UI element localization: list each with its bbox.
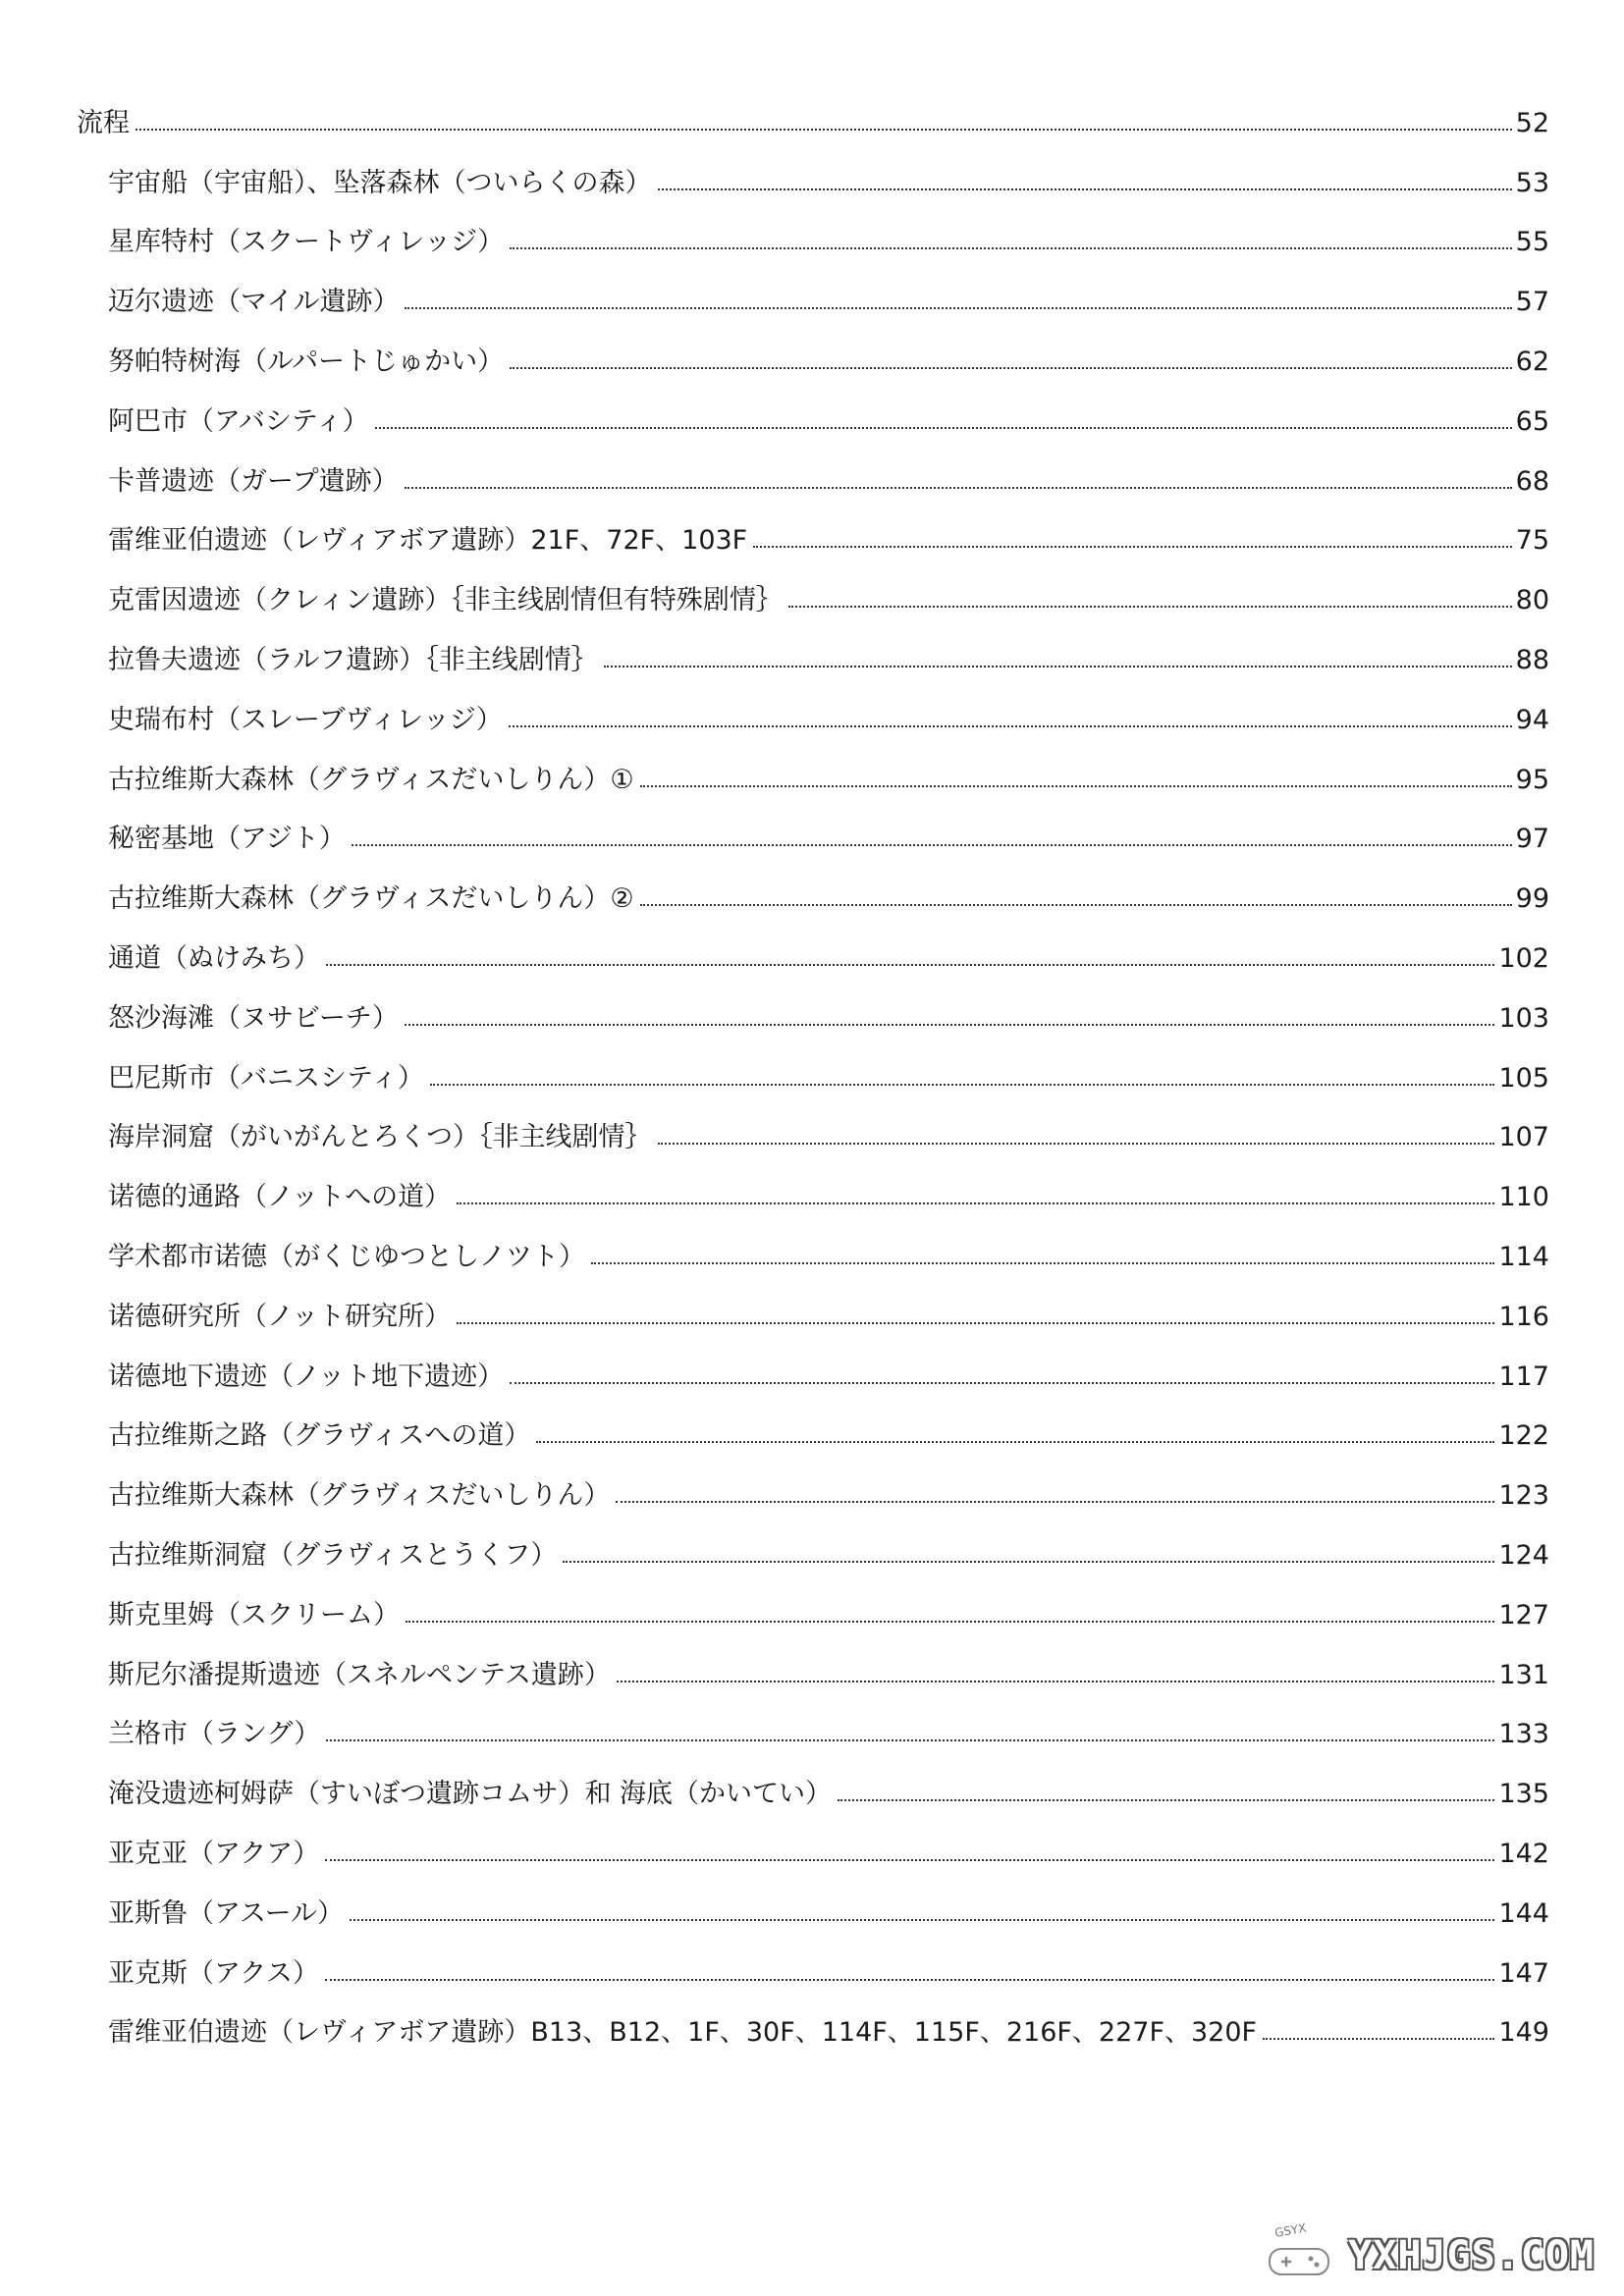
toc-entry-label: 古拉维斯大森林（グラヴィスだいしりん） bbox=[108, 1480, 611, 1512]
toc-entry-label: 流程 bbox=[77, 107, 130, 138]
toc-entry[interactable] bbox=[77, 733, 1549, 793]
dot-leader bbox=[405, 307, 1511, 309]
toc-entry[interactable] bbox=[77, 852, 1549, 915]
dot-leader bbox=[457, 1322, 1494, 1324]
toc-entry[interactable] bbox=[77, 1569, 1549, 1629]
toc-entry[interactable] bbox=[77, 1629, 1549, 1688]
dot-leader bbox=[788, 606, 1512, 608]
dot-leader bbox=[753, 546, 1511, 548]
toc-entry[interactable] bbox=[77, 315, 1549, 375]
toc-entry-label: 亚克斯（アクス） bbox=[108, 1957, 319, 1989]
toc-entry-page-number: 131 bbox=[1498, 1659, 1549, 1690]
toc-entry-label: 迈尔遗迹（マイル遺跡） bbox=[108, 287, 400, 318]
dot-leader bbox=[640, 785, 1512, 787]
toc-entry-label: 诺德研究所（ノット研究所） bbox=[108, 1301, 452, 1332]
toc-entry[interactable] bbox=[77, 255, 1549, 318]
toc-entry-label: 宇宙船（宇宙船）、坠落森林（ついらくの森） bbox=[108, 167, 652, 198]
toc-entry[interactable] bbox=[77, 972, 1549, 1032]
toc-entry[interactable] bbox=[77, 1927, 1549, 1987]
toc-entry-page-number: 142 bbox=[1498, 1838, 1549, 1869]
toc-entry-page-number: 127 bbox=[1498, 1599, 1549, 1630]
toc-entry-label: 秘密基地（アジト） bbox=[108, 824, 346, 855]
toc-entry-page-number: 123 bbox=[1498, 1480, 1549, 1512]
dot-leader bbox=[510, 367, 1512, 369]
toc-entry[interactable] bbox=[77, 1390, 1549, 1450]
toc-entry-page-number: 107 bbox=[1498, 1122, 1549, 1153]
toc-entry-label: 斯尼尔潘提斯遗迹（スネルペンテス遺跡） bbox=[108, 1659, 611, 1690]
watermark bbox=[1266, 2219, 1595, 2278]
toc-entry-label: 巴尼斯市（バニスシティ） bbox=[108, 1062, 424, 1094]
dot-leader bbox=[591, 1262, 1494, 1264]
toc-entry-label: 海岸洞窟（がいがんとろくつ）｛非主线剧情｝ bbox=[108, 1122, 652, 1153]
toc-entry-label: 古拉维斯大森林（グラヴィスだいしりん）① bbox=[108, 764, 634, 795]
toc-entry[interactable] bbox=[77, 793, 1549, 853]
toc-entry-page-number: 62 bbox=[1515, 346, 1549, 377]
dot-leader bbox=[658, 1143, 1495, 1145]
watermark-text: YXHJGS.COM bbox=[1348, 2233, 1595, 2278]
toc-entry[interactable] bbox=[77, 1747, 1549, 1810]
dot-leader bbox=[640, 904, 1512, 906]
toc-entry-page-number: 117 bbox=[1498, 1361, 1549, 1392]
toc-entry-page-number: 97 bbox=[1515, 824, 1549, 855]
toc-entry-page-number: 95 bbox=[1515, 764, 1549, 795]
toc-entry-page-number: 53 bbox=[1515, 167, 1549, 198]
toc-entry-label: 兰格市（ラング） bbox=[108, 1719, 321, 1750]
dot-leader bbox=[1263, 2038, 1494, 2040]
dot-leader bbox=[350, 1919, 1494, 1921]
toc-entry-label: 史瑞布村（スレーブヴィレッジ） bbox=[108, 704, 503, 735]
dot-leader bbox=[617, 1681, 1495, 1682]
dot-leader bbox=[510, 1382, 1494, 1384]
toc-entry-page-number: 149 bbox=[1498, 2017, 1549, 2049]
dot-leader bbox=[326, 1739, 1494, 1741]
toc-entry-label: 卡普遗迹（ガープ遺跡） bbox=[108, 465, 399, 497]
toc-entry-page-number: 133 bbox=[1498, 1719, 1549, 1750]
toc-entry-page-number: 55 bbox=[1515, 227, 1549, 258]
toc-entry-page-number: 94 bbox=[1515, 704, 1549, 735]
dot-leader bbox=[509, 725, 1512, 727]
dot-leader bbox=[563, 1561, 1494, 1563]
dot-leader bbox=[375, 427, 1512, 429]
toc-entry[interactable] bbox=[77, 1449, 1549, 1512]
toc-entry-page-number: 99 bbox=[1515, 883, 1549, 915]
toc-entry[interactable] bbox=[77, 1092, 1549, 1151]
dot-leader bbox=[406, 1621, 1494, 1623]
toc-entry-page-number: 110 bbox=[1498, 1182, 1549, 1213]
toc-entry[interactable] bbox=[77, 136, 1549, 196]
toc-entry[interactable] bbox=[77, 1210, 1549, 1270]
toc-entry-label: 阿巴市（アバシティ） bbox=[108, 405, 369, 437]
dot-leader bbox=[658, 188, 1512, 190]
dot-leader bbox=[135, 129, 1512, 131]
toc-entry[interactable] bbox=[77, 1032, 1549, 1092]
toc-entry-label: 努帕特树海（ルパートじゅかい） bbox=[108, 346, 505, 377]
toc-entry-page-number: 116 bbox=[1498, 1301, 1549, 1332]
toc-entry-page-number: 135 bbox=[1498, 1779, 1549, 1810]
dot-leader bbox=[838, 1799, 1494, 1801]
toc-entry-page-number: 144 bbox=[1498, 1897, 1549, 1929]
toc-entry-label: 拉鲁夫遗迹（ラルフ遺跡）｛非主线剧情｝ bbox=[108, 644, 598, 675]
toc-entry[interactable] bbox=[77, 495, 1549, 555]
dot-leader bbox=[405, 487, 1512, 489]
toc-entry-page-number: 57 bbox=[1515, 287, 1549, 318]
toc-entry-label: 古拉维斯之路（グラヴィスへの道） bbox=[108, 1420, 531, 1452]
toc-entry-page-number: 124 bbox=[1498, 1539, 1549, 1571]
dot-leader bbox=[325, 1859, 1494, 1861]
toc-entry-label: 斯克里姆（スクリーム） bbox=[108, 1599, 400, 1630]
dot-leader bbox=[352, 844, 1512, 846]
toc-entry[interactable] bbox=[77, 196, 1549, 256]
toc-entry[interactable] bbox=[77, 1330, 1549, 1390]
toc-entry[interactable] bbox=[77, 912, 1549, 972]
toc-entry[interactable] bbox=[77, 1987, 1549, 2047]
watermark-logo-text: GSYX bbox=[1273, 2220, 1308, 2240]
toc-entry[interactable] bbox=[77, 1807, 1549, 1867]
toc-entry-label: 古拉维斯洞窟（グラヴィスとうくフ） bbox=[108, 1539, 558, 1571]
toc-entry-label: 怒沙海滩（ヌサビーチ） bbox=[108, 1002, 399, 1034]
toc-entry-page-number: 114 bbox=[1498, 1241, 1549, 1272]
toc-entry-page-number: 52 bbox=[1515, 107, 1549, 138]
toc-entry-label: 雷维亚伯遗迹（レヴィアボア遺跡）21F、72F、103F bbox=[108, 525, 748, 557]
toc-entry-page-number: 105 bbox=[1498, 1062, 1549, 1094]
toc-entry-label: 古拉维斯大森林（グラヴィスだいしりん）② bbox=[108, 883, 634, 915]
toc-entry[interactable] bbox=[77, 673, 1549, 733]
toc-entry[interactable] bbox=[77, 375, 1549, 435]
toc-entry[interactable] bbox=[77, 1509, 1549, 1569]
dot-leader bbox=[326, 964, 1494, 966]
toc-entry[interactable] bbox=[77, 77, 1549, 136]
toc-entry[interactable] bbox=[77, 614, 1549, 673]
toc-entry-label: 诺德地下遗迹（ノット地下遗迹） bbox=[108, 1361, 505, 1392]
toc-entry-label: 亚克亚（アクア） bbox=[108, 1838, 320, 1869]
toc-entry[interactable] bbox=[77, 1867, 1549, 1927]
toc-entry[interactable] bbox=[77, 554, 1549, 614]
toc-entry-page-number: 103 bbox=[1498, 1002, 1549, 1034]
gamepad-logo-icon bbox=[1266, 2219, 1348, 2278]
toc-entry-label: 淹没遗迹柯姆萨（すいぼつ遺跡コムサ）和 海底（かいてい） bbox=[108, 1779, 833, 1810]
toc-entry-label: 诺德的通路（ノットへの道） bbox=[108, 1182, 452, 1213]
toc-entry-page-number: 88 bbox=[1515, 644, 1549, 675]
toc-entry-label: 亚斯鲁（アスール） bbox=[108, 1897, 345, 1929]
toc-entry-page-number: 65 bbox=[1515, 405, 1549, 437]
toc-entry[interactable] bbox=[77, 435, 1549, 495]
dot-leader bbox=[616, 1501, 1494, 1503]
dot-leader bbox=[457, 1202, 1494, 1204]
table-of-contents bbox=[77, 77, 1549, 2049]
toc-entry-page-number: 147 bbox=[1498, 1957, 1549, 1989]
toc-entry-page-number: 102 bbox=[1498, 942, 1549, 974]
toc-entry-label: 通道（ぬけみち） bbox=[108, 942, 320, 974]
dot-leader bbox=[325, 1979, 1495, 1981]
dot-leader bbox=[510, 247, 1512, 249]
dot-leader bbox=[405, 1024, 1495, 1026]
toc-entry-label: 学术都市诺德（がくじゆつとしノツト） bbox=[108, 1241, 585, 1272]
dot-leader bbox=[536, 1441, 1494, 1443]
dot-leader bbox=[604, 666, 1512, 667]
toc-entry-label: 克雷因遗迹（クレィン遺跡）｛非主线剧情但有特殊剧情｝ bbox=[108, 585, 783, 616]
toc-entry-page-number: 122 bbox=[1498, 1420, 1549, 1452]
toc-entry-page-number: 75 bbox=[1515, 525, 1549, 557]
toc-entry-page-number: 80 bbox=[1515, 585, 1549, 616]
toc-entry-label: 星库特村（スクートヴィレッジ） bbox=[108, 227, 505, 258]
toc-entry-label: 雷维亚伯遗迹（レヴィアボア遺跡）B13、B12、1F、30F、114F、115F、216F、227F、320F bbox=[108, 2017, 1258, 2049]
toc-entry[interactable] bbox=[77, 1270, 1549, 1330]
toc-entry[interactable] bbox=[77, 1150, 1549, 1213]
toc-entry-page-number: 68 bbox=[1515, 465, 1549, 497]
toc-entry[interactable] bbox=[77, 1688, 1549, 1748]
dot-leader bbox=[430, 1084, 1495, 1086]
